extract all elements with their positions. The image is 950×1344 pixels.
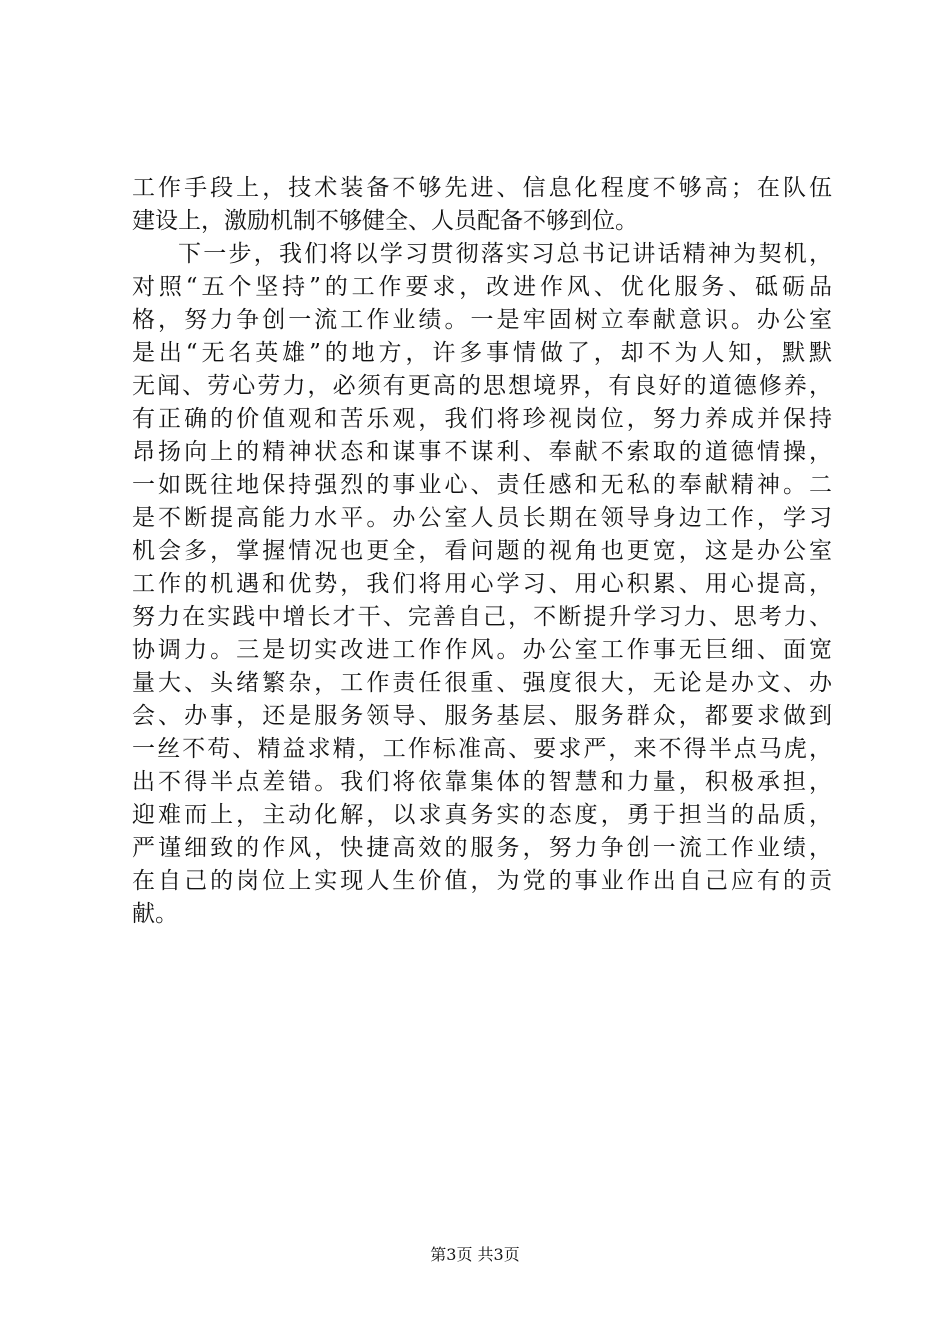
page-number-label: 第3页 共3页 <box>430 1245 520 1264</box>
text-line: 一如既往地保持强烈的事业心、责任感和无私的奉献精神。二 <box>132 472 832 498</box>
text-line: 格，努力争创一流工作业绩。一是牢固树立奉献意识。办公室 <box>132 307 832 333</box>
text-line: 协调力。三是切实改进工作作风。办公室工作事无巨细、面宽 <box>132 637 832 663</box>
text-line: 工作的机遇和优势，我们将用心学习、用心积累、用心提高， <box>132 571 832 597</box>
text-line: 迎难而上，主动化解，以求真务实的态度，勇于担当的品质， <box>132 802 832 828</box>
text-line: 一丝不苟、精益求精，工作标准高、要求严，来不得半点马虎， <box>132 736 832 762</box>
text-line: 出不得半点差错。我们将依靠集体的智慧和力量，积极承担， <box>132 769 832 795</box>
page-footer <box>0 1244 950 1266</box>
text-line: 献。 <box>132 901 178 927</box>
text-line: 有正确的价值观和苦乐观，我们将珍视岗位，努力养成并保持 <box>132 406 832 432</box>
text-line: 工作手段上，技术装备不够先进、信息化程度不够高；在队伍 <box>132 175 832 201</box>
text-line: 在自己的岗位上实现人生价值，为党的事业作出自己应有的贡 <box>132 868 832 894</box>
text-line: 严谨细致的作风，快捷高效的服务，努力争创一流工作业绩， <box>132 835 832 861</box>
text-line: 昂扬向上的精神状态和谋事不谋利、奉献不索取的道德情操， <box>132 439 832 465</box>
text-line: 努力在实践中增长才干、完善自己，不断提升学习力、思考力、 <box>132 604 832 630</box>
text-line: 量大、头绪繁杂，工作责任很重、强度很大，无论是办文、办 <box>132 670 832 696</box>
text-line: 机会多，掌握情况也更全，看问题的视角也更宽，这是办公室 <box>132 538 832 564</box>
text-line: 建设上，激励机制不够健全、人员配备不够到位。 <box>132 208 638 234</box>
text-line: 是出“无名英雄”的地方，许多事情做了，却不为人知，默默 <box>132 340 832 366</box>
text-line: 会、办事，还是服务领导、服务基层、服务群众，都要求做到 <box>132 703 832 729</box>
text-line: 对照“五个坚持”的工作要求，改进作风、优化服务、砥砺品 <box>132 274 832 300</box>
text-line: 下一步，我们将以学习贯彻落实习总书记讲话精神为契机， <box>178 241 832 267</box>
text-line: 是不断提高能力水平。办公室人员长期在领导身边工作，学习 <box>132 505 832 531</box>
text-line: 无闻、劳心劳力，必须有更高的思想境界，有良好的道德修养， <box>132 373 832 399</box>
body-text <box>132 172 832 931</box>
